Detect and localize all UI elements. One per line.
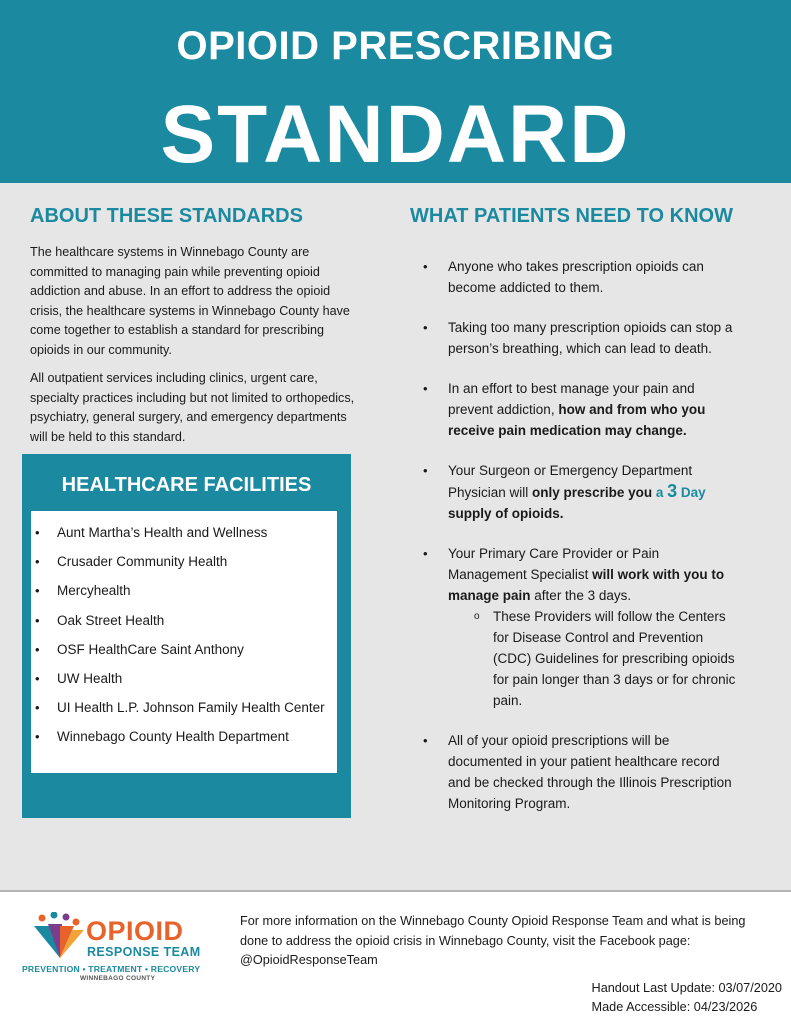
header-banner <box>0 0 791 183</box>
patients-item-4-days-number: 3 <box>667 481 678 501</box>
facility-item: • Aunt Martha’s Health and Wellness <box>31 524 337 553</box>
about-text <box>30 243 362 456</box>
logo-tagline: PREVENTION • TREATMENT • RECOVERY <box>22 964 201 974</box>
patients-sub-list <box>465 606 740 711</box>
title-line-1: OPIOID PRESCRIBING <box>176 24 615 68</box>
facility-item: • OSF HealthCare Saint Anthony <box>31 641 337 670</box>
patients-item-2-text: Taking too many prescription opioids can stop a person’s breathing, which can lead to death. <box>448 320 733 356</box>
facility-item: • Crusader Community Health <box>31 553 337 582</box>
patients-item-5-tail: after the 3 days. <box>534 588 632 603</box>
patients-item-5-text: Your Primary Care Provider or Pain Management Specialist <box>448 546 660 582</box>
footer <box>0 894 791 1024</box>
patients-item-4-day-word: Day <box>680 485 706 500</box>
patients-item-4-a: a <box>655 485 664 500</box>
patients-item-3 <box>420 378 740 441</box>
patients-item-4 <box>420 460 740 524</box>
patients-item-1 <box>420 256 740 298</box>
logo-subtitle: RESPONSE TEAM <box>87 945 201 959</box>
last-update-date: Handout Last Update: 03/07/2020 <box>591 981 782 995</box>
patients-item-4-text: Your Surgeon or Emergency Department Physician will <box>448 463 693 500</box>
patients-sub-item: o These Providers will follow the Centers for Disease Control and Prevention (CDC) Guidelines for prescribing opioids for pain longer than 3 days or for chronic pain. <box>465 606 740 711</box>
patients-item-4-supply: supply of opioids. <box>448 506 564 521</box>
about-paragraph-1: The healthcare systems in Winnebago County are committed to managing pain while preventing opioid addiction and abuse. In an effort to address the opioid crisis, the healthcare systems in Winnebago County have come together to establish a standard for prescribing opioids in our community. <box>30 245 350 357</box>
title-line-2: STANDARD <box>160 89 631 180</box>
facility-item: • UI Health L.P. Johnson Family Health Center <box>31 699 337 728</box>
patients-heading: WHAT PATIENTS NEED TO KNOW <box>410 205 733 227</box>
facility-item: • Oak Street Health <box>31 612 337 641</box>
about-paragraph-2: All outpatient services including clinics, urgent care, specialty practices including but not limited to orthopedics, psychiatry, general surgery, and emergency departments will be held to this standard. <box>30 371 355 444</box>
about-heading: ABOUT THESE STANDARDS <box>30 205 303 227</box>
logo-county: WINNEBAGO COUNTY <box>80 975 156 982</box>
patients-item-1-text: Anyone who takes prescription opioids can become addicted to them. <box>448 259 704 295</box>
patients-list <box>420 256 740 833</box>
made-accessible-date: Made Accessible: 04/23/2026 <box>591 1000 758 1014</box>
patients-item-3-text: In an effort to best manage your pain and prevent addiction, <box>448 381 695 417</box>
content-panel <box>0 183 791 892</box>
facilities-heading: HEALTHCARE FACILITIES <box>61 474 312 496</box>
logo-name: OPIOID <box>86 916 184 946</box>
facilities-list <box>31 524 337 758</box>
logo-people-icon <box>30 912 90 964</box>
facilities-list-box <box>31 511 337 773</box>
facilities-panel <box>22 454 351 818</box>
facility-item: • UW Health <box>31 670 337 699</box>
patients-item-6 <box>420 730 740 814</box>
patients-item-4-emphasis: only prescribe you <box>532 485 653 500</box>
patients-item-3-emphasis: how and from who you receive pain medication may change. <box>448 402 706 438</box>
facility-item: • Winnebago County Health Department <box>31 728 337 757</box>
patients-item-5 <box>420 543 740 711</box>
opioid-response-team-logo <box>22 912 222 986</box>
patients-item-5-emphasis: will work with you to manage pain <box>448 567 725 603</box>
facility-item: • Mercyhealth <box>31 582 337 611</box>
footer-info-text: For more information on the Winnebago County Opioid Response Team and what is being done to address the opioid crisis in Winnebago County, visit the Facebook page: @OpioidResponseTeam <box>240 914 746 967</box>
footer-dates <box>592 979 782 1017</box>
patients-item-2 <box>420 317 740 359</box>
patients-item-6-text: All of your opioid prescriptions will be documented in your patient healthcare record and be checked through the Illinois Prescription Monitoring Program. <box>448 733 732 811</box>
